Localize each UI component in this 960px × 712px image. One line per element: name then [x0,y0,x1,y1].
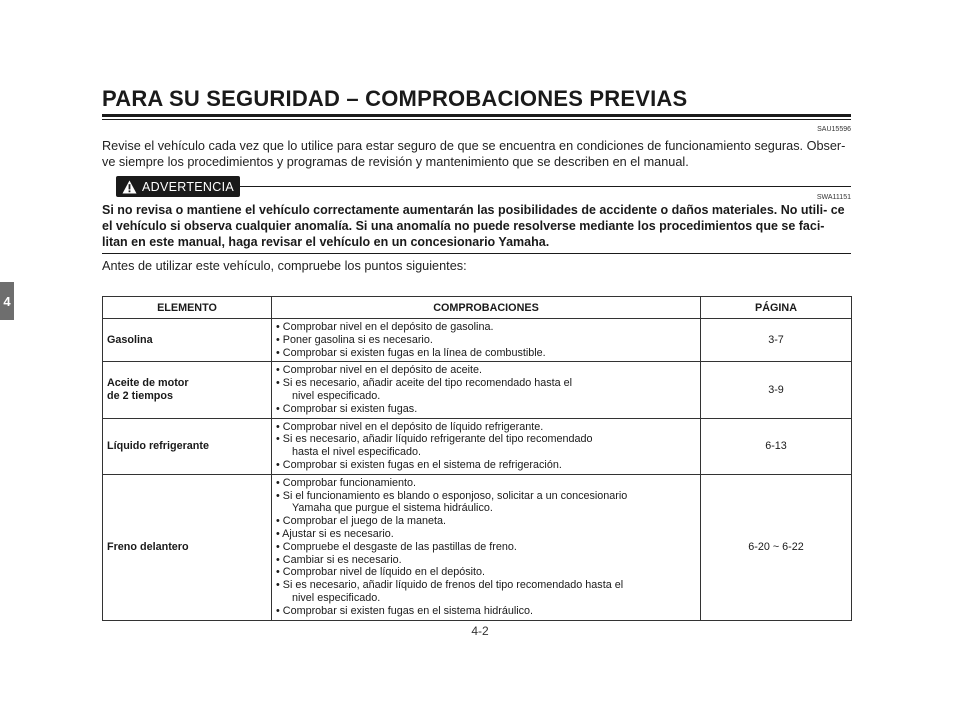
page-number: 4-2 [471,624,489,638]
table-row [103,418,852,474]
table-row [103,362,852,418]
warning-text: Si no revisa o mantiene el vehículo correctamente aumentarán las posibilidades de accidente o daños materiales. No utili- ce el vehículo si observa cualquier anomalía. Si una anomalía no puede resolverse mediante los procedimientos que se faci- litan en este manual, haga revisar el vehículo en un concesionario Yamaha. [102,203,845,249]
check-item: • Si es necesario, añadir líquido de frenos del tipo recomendado hasta el [276,579,624,592]
checks-cell [272,362,701,418]
warning-label-box [116,176,240,197]
element-name: Gasolina [107,333,153,346]
check-item: • Poner gasolina si es necesario. [276,333,433,346]
check-item: • Compruebe el desgaste de las pastillas de freno. [276,540,517,553]
element-cell [103,362,272,418]
check-item: • Comprobar el juego de la maneta. [276,515,447,528]
warning-bottom-divider [102,253,851,254]
check-item: • Ajustar si es necesario. [276,527,394,540]
element-cell [103,319,272,362]
check-item: • Comprobar si existen fugas en el sistema de refrigeración. [276,458,562,471]
page-title: PARA SU SEGURIDAD – COMPROBACIONES PREVIAS [102,86,688,111]
header-page: PÁGINA [701,297,852,319]
element-cell [103,418,272,474]
check-item: hasta el nivel especificado. [292,446,422,459]
check-item: Yamaha que purgue el sistema hidráulico. [292,502,493,515]
checks-cell [272,474,701,620]
page-reference: 6-20 ~ 6-22 [701,474,852,620]
check-item: • Comprobar si existen fugas en el sistema hidráulico. [276,604,534,617]
check-item: • Cambiar si es necesario. [276,553,402,566]
check-item: • Comprobar nivel en el depósito de gasolina. [276,321,494,333]
header-element: ELEMENTO [103,297,272,319]
check-item: • Si el funcionamiento es blando o esponjoso, solicitar a un concesionario [276,489,628,502]
element-name: de 2 tiempos [107,389,173,402]
intro-paragraph: Revise el vehículo cada vez que lo utilice para estar seguro de que se encuentra en condiciones de funcionamiento seguras. Obser- ve siempre los procedimientos y programas de revisión y mantenimiento que se describen en el manual. [102,139,846,169]
title-divider-thin [102,119,851,120]
checks-cell [272,418,701,474]
element-name: Freno delantero [107,540,189,553]
reference-code-intro: SAU15596 [817,126,851,133]
check-item: • Si es necesario, añadir líquido refrigerante del tipo recomendado [276,433,593,446]
check-item: • Comprobar nivel en el depósito de aceite. [276,364,483,377]
warning-triangle-icon [122,180,137,194]
check-item: • Comprobar nivel de líquido en el depósito. [276,566,486,579]
check-item: • Comprobar si existen fugas. [276,402,418,415]
element-cell [103,474,272,620]
check-item: • Comprobar nivel en el depósito de líquido refrigerante. [276,420,544,433]
check-item: • Comprobar si existen fugas en la línea de combustible. [276,346,546,359]
table-body [103,319,852,621]
page-reference: 6-13 [701,418,852,474]
table-header-row [103,297,852,319]
header-checks: COMPROBACIONES [272,297,701,319]
checklist-intro: Antes de utilizar este vehículo, compruebe los puntos siguientes: [102,259,467,273]
chapter-tab: 4 [0,282,14,320]
pre-operation-checklist-table [102,296,852,621]
check-item: • Comprobar funcionamiento. [276,476,417,489]
table-row [103,474,852,620]
element-name: Aceite de motor [107,377,189,390]
reference-code-warning: SWA11151 [816,194,851,201]
checks-cell [272,319,701,362]
check-item: nivel especificado. [292,389,381,402]
table-row [103,319,852,362]
warning-label: ADVERTENCIA [142,179,234,194]
page-reference: 3-7 [701,319,852,362]
check-item: nivel especificado. [292,591,381,604]
check-item: • Si es necesario, añadir aceite del tipo recomendado hasta el [276,377,573,390]
element-name: Líquido refrigerante [107,439,209,452]
warning-divider [240,186,851,187]
title-divider [102,114,851,117]
page-reference: 3-9 [701,362,852,418]
